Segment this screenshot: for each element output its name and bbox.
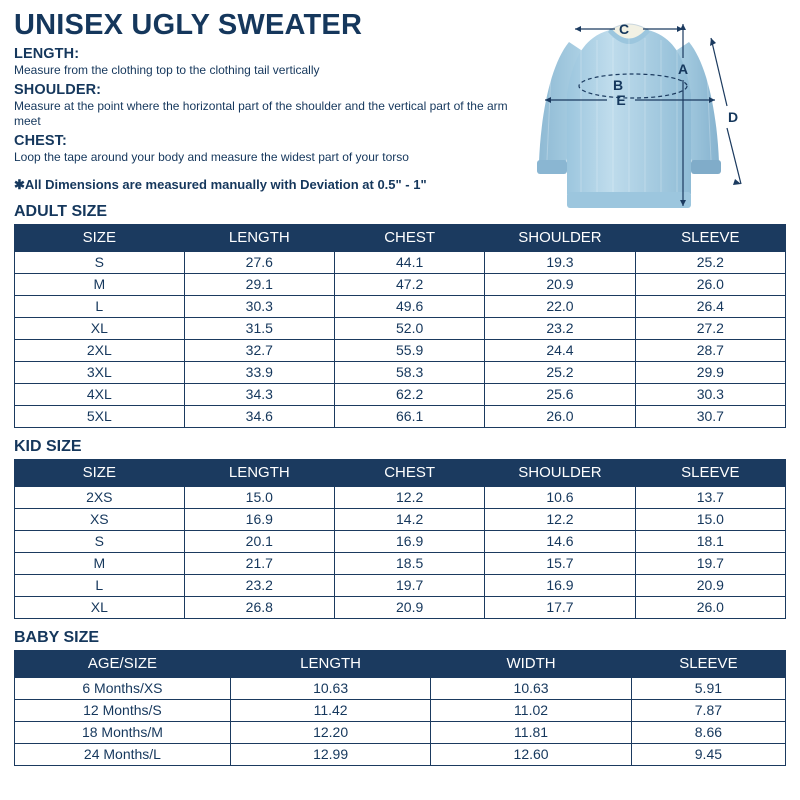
cell-sleeve: 18.1: [635, 531, 785, 553]
dimension-label-a: A: [677, 61, 689, 77]
cell-chest: 14.2: [334, 509, 484, 531]
column-header: SHOULDER: [485, 460, 635, 487]
cell-shoulder: 10.6: [485, 487, 635, 509]
column-header: SHOULDER: [485, 225, 635, 252]
definition-shoulder: [14, 82, 514, 129]
column-header: LENGTH: [230, 651, 430, 678]
cell-width: 12.60: [431, 744, 631, 766]
cell-shoulder: 14.6: [485, 531, 635, 553]
table-row: [15, 509, 786, 531]
cell-size: XS: [15, 509, 185, 531]
cell-age-size: 6 Months/XS: [15, 678, 231, 700]
cell-length: 21.7: [184, 553, 334, 575]
dimension-label-b: B: [612, 77, 624, 93]
cell-sleeve: 29.9: [635, 362, 785, 384]
column-header: LENGTH: [184, 460, 334, 487]
definition-term: LENGTH:: [14, 46, 80, 63]
definition-description: Measure from the clothing top to the clothing tail vertically: [14, 63, 320, 78]
table-header-row: [15, 651, 786, 678]
cell-chest: 66.1: [334, 406, 484, 428]
cell-sleeve: 19.7: [635, 553, 785, 575]
baby-size-table: [14, 650, 786, 766]
cell-length: 34.3: [184, 384, 334, 406]
cell-age-size: 12 Months/S: [15, 700, 231, 722]
dimension-label-d: D: [727, 109, 739, 125]
cell-length: 34.6: [184, 406, 334, 428]
cell-chest: 55.9: [334, 340, 484, 362]
cell-chest: 16.9: [334, 531, 484, 553]
table-row: [15, 553, 786, 575]
cell-shoulder: 15.7: [485, 553, 635, 575]
table-row: [15, 744, 786, 766]
column-header: SLEEVE: [631, 651, 785, 678]
cell-sleeve: 7.87: [631, 700, 785, 722]
cell-length: 11.42: [230, 700, 430, 722]
cell-size: M: [15, 553, 185, 575]
cell-sleeve: 8.66: [631, 722, 785, 744]
table-row: [15, 531, 786, 553]
cell-shoulder: 20.9: [485, 274, 635, 296]
definition-term: CHEST:: [14, 133, 67, 150]
cell-chest: 49.6: [334, 296, 484, 318]
column-header: CHEST: [334, 225, 484, 252]
cell-shoulder: 22.0: [485, 296, 635, 318]
table-row: [15, 362, 786, 384]
cell-size: 2XS: [15, 487, 185, 509]
cell-age-size: 18 Months/M: [15, 722, 231, 744]
adult-size-table: [14, 224, 786, 428]
cell-width: 10.63: [431, 678, 631, 700]
cell-length: 12.99: [230, 744, 430, 766]
cell-shoulder: 25.2: [485, 362, 635, 384]
cell-sleeve: 5.91: [631, 678, 785, 700]
cell-length: 26.8: [184, 597, 334, 619]
cell-length: 16.9: [184, 509, 334, 531]
sweater-illustration: [511, 2, 796, 230]
page-title: UNISEX UGLY SWEATER: [14, 9, 363, 41]
table-row: [15, 406, 786, 428]
cell-length: 29.1: [184, 274, 334, 296]
sweater-graphic: [537, 24, 721, 208]
cell-shoulder: 19.3: [485, 252, 635, 274]
cell-size: 5XL: [15, 406, 185, 428]
cell-shoulder: 17.7: [485, 597, 635, 619]
cell-chest: 58.3: [334, 362, 484, 384]
column-header: AGE/SIZE: [15, 651, 231, 678]
table-header-row: [15, 460, 786, 487]
cell-chest: 44.1: [334, 252, 484, 274]
table-row: [15, 722, 786, 744]
table-row: [15, 340, 786, 362]
definitions-list: [14, 46, 514, 165]
cell-size: 4XL: [15, 384, 185, 406]
cell-sleeve: 27.2: [635, 318, 785, 340]
dimension-label-e: E: [616, 92, 626, 108]
table-row: [15, 274, 786, 296]
cell-sleeve: 15.0: [635, 509, 785, 531]
cell-size: M: [15, 274, 185, 296]
cell-sleeve: 26.0: [635, 274, 785, 296]
table-row: [15, 487, 786, 509]
cell-length: 27.6: [184, 252, 334, 274]
definition-description: Measure at the point where the horizontal part of the shoulder and the vertical part of the arm meet: [14, 99, 508, 129]
table-row: [15, 318, 786, 340]
cell-chest: 47.2: [334, 274, 484, 296]
column-header: SLEEVE: [635, 460, 785, 487]
cell-length: 12.20: [230, 722, 430, 744]
cell-length: 31.5: [184, 318, 334, 340]
table-row: [15, 296, 786, 318]
cell-chest: 12.2: [334, 487, 484, 509]
cell-length: 15.0: [184, 487, 334, 509]
cell-chest: 52.0: [334, 318, 484, 340]
column-header: LENGTH: [184, 225, 334, 252]
cell-length: 23.2: [184, 575, 334, 597]
cell-chest: 18.5: [334, 553, 484, 575]
cell-chest: 20.9: [334, 597, 484, 619]
cell-length: 32.7: [184, 340, 334, 362]
table-row: [15, 252, 786, 274]
cell-chest: 62.2: [334, 384, 484, 406]
cell-size: L: [15, 575, 185, 597]
column-header: SLEEVE: [635, 225, 785, 252]
cell-width: 11.02: [431, 700, 631, 722]
table-row: [15, 678, 786, 700]
cell-sleeve: 25.2: [635, 252, 785, 274]
table-row: [15, 597, 786, 619]
cell-sleeve: 20.9: [635, 575, 785, 597]
cell-size: 2XL: [15, 340, 185, 362]
column-header: SIZE: [15, 225, 185, 252]
column-header: SIZE: [15, 460, 185, 487]
cell-size: XL: [15, 597, 185, 619]
definition-description: Loop the tape around your body and measure the widest part of your torso: [14, 150, 409, 165]
definition-term: SHOULDER:: [14, 82, 102, 99]
cell-length: 20.1: [184, 531, 334, 553]
cell-chest: 19.7: [334, 575, 484, 597]
deviation-note: ✱All Dimensions are measured manually with Deviation at 0.5" - 1": [14, 177, 427, 193]
dimension-label-c: C: [618, 21, 630, 37]
cell-shoulder: 16.9: [485, 575, 635, 597]
cell-sleeve: 30.3: [635, 384, 785, 406]
column-header: CHEST: [334, 460, 484, 487]
section-label-adult: ADULT SIZE: [14, 203, 108, 221]
cell-sleeve: 30.7: [635, 406, 785, 428]
cell-shoulder: 24.4: [485, 340, 635, 362]
table-row: [15, 575, 786, 597]
cell-shoulder: 23.2: [485, 318, 635, 340]
cell-size: L: [15, 296, 185, 318]
cell-sleeve: 13.7: [635, 487, 785, 509]
cell-sleeve: 28.7: [635, 340, 785, 362]
section-label-baby: BABY SIZE: [14, 629, 100, 647]
cell-shoulder: 26.0: [485, 406, 635, 428]
cell-size: 3XL: [15, 362, 185, 384]
cell-size: XL: [15, 318, 185, 340]
cell-length: 33.9: [184, 362, 334, 384]
column-header: WIDTH: [431, 651, 631, 678]
cell-shoulder: 25.6: [485, 384, 635, 406]
kid-size-table: [14, 459, 786, 619]
cell-sleeve: 26.4: [635, 296, 785, 318]
cell-size: S: [15, 252, 185, 274]
cell-length: 10.63: [230, 678, 430, 700]
cell-sleeve: 9.45: [631, 744, 785, 766]
table-row: [15, 384, 786, 406]
cell-shoulder: 12.2: [485, 509, 635, 531]
cell-sleeve: 26.0: [635, 597, 785, 619]
table-row: [15, 700, 786, 722]
section-label-kid: KID SIZE: [14, 438, 82, 456]
definition-length: [14, 46, 514, 78]
cell-size: S: [15, 531, 185, 553]
cell-length: 30.3: [184, 296, 334, 318]
cell-age-size: 24 Months/L: [15, 744, 231, 766]
definition-chest: [14, 133, 514, 165]
cell-width: 11.81: [431, 722, 631, 744]
